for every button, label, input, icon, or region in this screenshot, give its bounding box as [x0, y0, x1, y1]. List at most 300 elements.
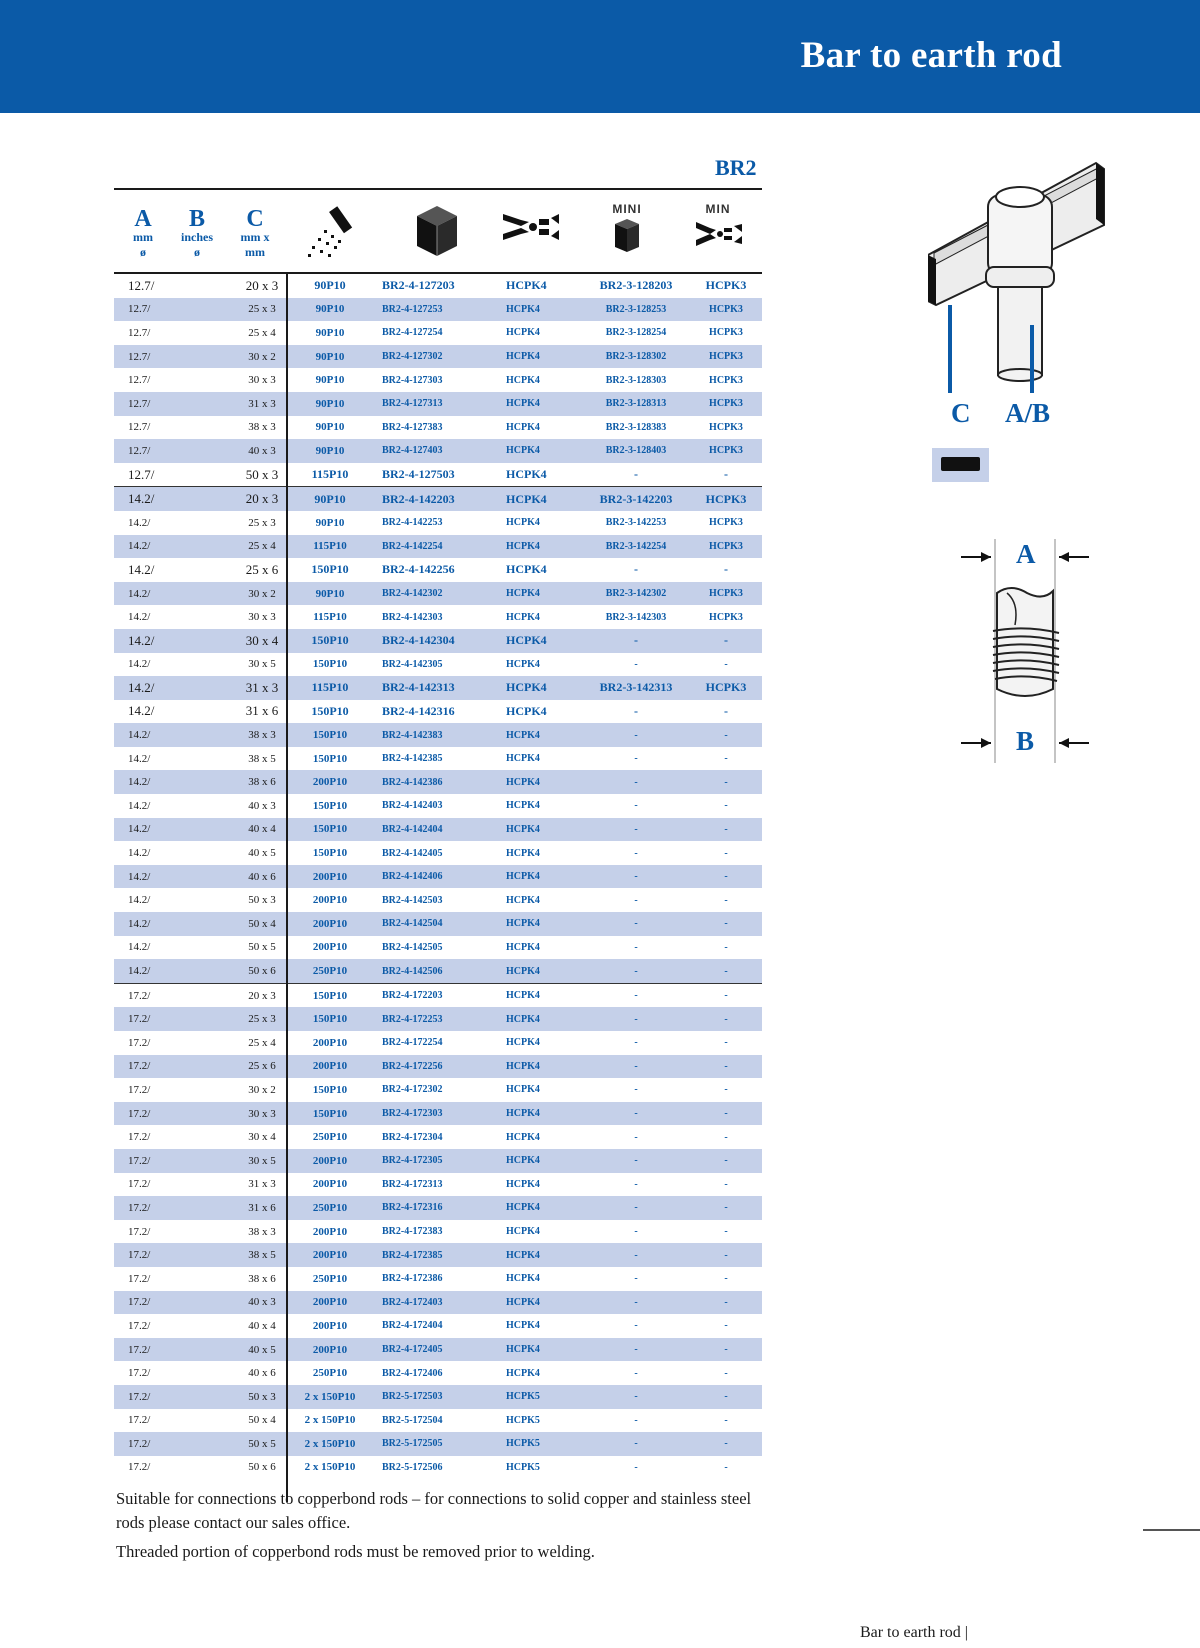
- mini-mould-cell: -: [634, 1084, 638, 1096]
- rod-diameter-cell: 17.2/: [128, 1083, 151, 1096]
- rod-diameter-cell: 14.2/: [114, 676, 238, 700]
- mini-mould-cell: -: [582, 1432, 690, 1456]
- handle-clamp-cell: HCPK4: [506, 611, 540, 623]
- bar-size-cell: 30 x 4: [238, 629, 286, 653]
- mould-cell: BR2-4-172254: [382, 1037, 443, 1049]
- mini-mould-cell: BR2-3-142313: [582, 676, 690, 700]
- mould-cell: BR2-4-172303: [374, 1102, 498, 1126]
- rod-diameter-cell: 17.2/: [128, 1036, 151, 1049]
- rod-diameter-cell: 14.2/: [128, 894, 151, 907]
- mini-handle-clamp-cell: -: [724, 703, 728, 718]
- mini-mould-cell: BR2-3-128253: [582, 298, 690, 322]
- mould-cell: BR2-4-172203: [374, 983, 498, 1007]
- bar-size-cell: 30 x 2: [238, 582, 286, 606]
- mould-cell: BR2-4-142405: [382, 847, 443, 859]
- mould-cell: BR2-4-172385: [374, 1243, 498, 1267]
- mini-mould-cell: -: [582, 1007, 690, 1031]
- table-row: [114, 487, 762, 511]
- column-b-symbol: ø: [194, 245, 200, 259]
- weld-metal-cell: 150P10: [286, 818, 374, 842]
- table-row: [114, 439, 762, 463]
- rod-diameter-cell: 14.2/: [128, 847, 151, 860]
- weld-metal-cell: 90P10: [286, 345, 374, 369]
- bar-size-cell: 31 x 6: [238, 1196, 286, 1220]
- rod-diameter-cell: 17.2/: [128, 1367, 151, 1380]
- handle-clamp-cell: HCPK4: [506, 1320, 540, 1332]
- bar-to-rod-diagram: [928, 155, 1128, 405]
- mini-handle-clamp-cell: HCPK3: [690, 535, 762, 559]
- rod-diameter-cell: 12.7/: [114, 345, 238, 369]
- rod-diameter-cell: 14.2/: [128, 703, 155, 719]
- mini-handle-clamp-cell: -: [724, 1037, 728, 1049]
- mini-mould-cell: -: [582, 1055, 690, 1079]
- mini-handle-clamp-cell: HCPK3: [690, 487, 762, 511]
- weld-metal-cell: 90P10: [286, 298, 374, 322]
- mould-cell: BR2-4-142404: [374, 818, 498, 842]
- handle-clamp-cell: HCPK4: [498, 1149, 582, 1173]
- handle-clamp-cell: HCPK4: [498, 439, 582, 463]
- bar-cross-section: [932, 448, 989, 482]
- bar-size-cell: 25 x 4: [238, 535, 286, 559]
- rod-diameter-cell: 14.2/: [128, 611, 151, 624]
- table-row: [114, 463, 762, 487]
- rod-diameter-cell: 12.7/: [114, 392, 238, 416]
- mould-cell: BR2-5-172503: [374, 1385, 498, 1409]
- table-row: [114, 1102, 762, 1126]
- mould-cell: BR2-4-172383: [382, 1226, 443, 1238]
- handle-clamp-cell: HCPK4: [506, 941, 540, 953]
- mini-mould-cell: -: [582, 959, 690, 983]
- weld-metal-cell: 90P10: [314, 278, 346, 293]
- table-row: [114, 321, 762, 345]
- mini-mould-cell: -: [634, 941, 638, 953]
- mini-handle-clamp-cell: -: [724, 1131, 728, 1143]
- mould-cell: BR2-4-172386: [382, 1273, 443, 1285]
- table-row: [114, 1078, 762, 1102]
- min-label: MIN: [705, 202, 731, 216]
- note-threaded: Threaded portion of copperbond rods must be removed prior to welding.: [116, 1542, 595, 1561]
- mini-handle-clamp-cell: -: [690, 1432, 762, 1456]
- mini-handle-clamp-cell: -: [690, 818, 762, 842]
- bar-size-cell: 40 x 3: [248, 799, 276, 812]
- mini-handle-clamp-cell: -: [724, 1320, 728, 1332]
- handle-clamp-cell: HCPK4: [506, 421, 540, 433]
- mini-mould-cell: -: [634, 562, 638, 577]
- mini-handle-clamp-cell: -: [724, 467, 728, 482]
- mini-mould-cell: BR2-3-142302: [582, 582, 690, 606]
- table-row: [114, 605, 762, 629]
- bar-size-cell: 40 x 4: [248, 1319, 276, 1332]
- mini-mould-cell: -: [634, 1320, 638, 1332]
- mini-mould-shape: [597, 216, 657, 256]
- table-row: [114, 1409, 762, 1433]
- weld-metal-cell: 150P10: [286, 629, 374, 653]
- mould-cell: BR2-4-142504: [374, 912, 498, 936]
- bar-size-cell: 40 x 3: [238, 1291, 286, 1315]
- bar-size-cell: 50 x 3: [238, 1385, 286, 1409]
- weld-metal-cell: 90P10: [315, 326, 345, 339]
- rod-diameter-cell: 17.2/: [128, 1131, 151, 1144]
- weld-metal-cell: 150P10: [311, 562, 349, 577]
- weld-metal-cell: 90P10: [315, 516, 345, 529]
- mould-cell: BR2-5-172506: [382, 1461, 443, 1473]
- mini-mould-cell: -: [634, 1367, 638, 1379]
- bar-size-cell: 50 x 5: [248, 941, 276, 954]
- weld-metal-cell: 200P10: [286, 1338, 374, 1362]
- mini-mould-cell: -: [582, 1385, 690, 1409]
- column-c-unit2: mm: [245, 245, 265, 259]
- bar-size-cell: 30 x 3: [248, 374, 276, 387]
- rod-diameter-cell: 17.2/: [114, 1243, 238, 1267]
- mini-handle-clamp-cell: -: [690, 912, 762, 936]
- mould-cell: BR2-4-127303: [382, 374, 443, 386]
- product-code: BR2: [715, 155, 757, 180]
- mini-handle-clamp-cell: -: [724, 658, 728, 670]
- weld-metal-cell: 250P10: [286, 1196, 374, 1220]
- weld-metal-cell: 115P10: [286, 676, 374, 700]
- mini-handle-clamp-cell: -: [690, 1338, 762, 1362]
- table-row: [114, 936, 762, 960]
- table-row: [114, 723, 762, 747]
- handle-clamp-cell: HCPK4: [498, 487, 582, 511]
- bar-size-cell: 40 x 5: [238, 1338, 286, 1362]
- bar-size-cell: 30 x 2: [248, 1083, 276, 1096]
- handle-clamp-cell: HCPK4: [506, 1367, 540, 1379]
- handle-clamp-cell: HCPK4: [498, 959, 582, 983]
- mini-handle-clamp-cell: -: [690, 629, 762, 653]
- handle-clamp-cell: HCPK4: [498, 723, 582, 747]
- bar-size-cell: 25 x 3: [248, 516, 276, 529]
- handle-clamp-cell: HCPK4: [506, 703, 547, 718]
- rod-diameter-cell: 17.2/: [114, 1055, 238, 1079]
- mould-cell: BR2-4-142254: [374, 535, 498, 559]
- table-row: [114, 1361, 762, 1385]
- weld-metal-cell: 200P10: [286, 912, 374, 936]
- rod-diameter-cell: 17.2/: [128, 1461, 151, 1474]
- bar-size-cell: 38 x 6: [248, 1272, 276, 1285]
- mini-mould-cell: BR2-3-128302: [582, 345, 690, 369]
- column-a-symbol: ø: [140, 245, 146, 259]
- weld-metal-cell: 2 x 150P10: [286, 1432, 374, 1456]
- weld-metal-cell: 115P10: [313, 611, 347, 624]
- label-c: C: [951, 398, 971, 428]
- rod-diameter-cell: 14.2/: [114, 535, 238, 559]
- handle-clamp-cell: HCPK4: [506, 1131, 540, 1143]
- mould-cell: BR2-4-142505: [382, 941, 443, 953]
- bar-size-cell: 50 x 3: [245, 466, 279, 482]
- mould-cell: BR2-4-142503: [382, 894, 443, 906]
- mini-mould-cell: -: [582, 865, 690, 889]
- mould-cell: BR2-4-127313: [374, 392, 498, 416]
- table-row: [114, 1432, 762, 1456]
- weld-metal-cell: 90P10: [286, 392, 374, 416]
- mould-cell: BR2-4-127253: [374, 298, 498, 322]
- footer-text: Bar to earth rod |: [859, 1624, 968, 1641]
- handle-clamp-cell: HCPK4: [506, 467, 547, 482]
- rod-diameter-cell: 17.2/: [114, 983, 238, 1007]
- handle-clamp-cell: HCPK4: [506, 1178, 540, 1190]
- mini-label: MINI: [612, 202, 642, 216]
- handle-clamp-cell: HCPK4: [498, 676, 582, 700]
- table-row: [114, 676, 762, 700]
- handle-clamp-cell: HCPK4: [498, 818, 582, 842]
- mini-handle-clamp-icon: [688, 202, 748, 261]
- bar-size-cell: 50 x 4: [248, 1414, 276, 1427]
- mini-handle-clamp-cell: HCPK3: [709, 517, 743, 529]
- bar-size-cell: 40 x 3: [238, 439, 286, 463]
- weld-metal-cell: 150P10: [312, 752, 348, 765]
- table-row: [114, 700, 762, 724]
- mould-cell: BR2-4-142302: [374, 582, 498, 606]
- rod-diameter-cell: 17.2/: [114, 1007, 238, 1031]
- table-row: [114, 888, 762, 912]
- table-row: [114, 841, 762, 865]
- mould-cell: BR2-4-127203: [382, 278, 455, 293]
- mould-cell: BR2-4-142304: [374, 629, 498, 653]
- mould-cell: BR2-4-142506: [374, 959, 498, 983]
- mini-handle-clamp-cell: -: [690, 770, 762, 794]
- mini-mould-cell: -: [634, 1461, 638, 1473]
- mini-handle-clamp-cell: HCPK3: [690, 439, 762, 463]
- mini-mould-cell: -: [634, 753, 638, 765]
- rod-diameter-cell: 14.2/: [128, 561, 155, 577]
- mini-handle-clamp-cell: HCPK3: [690, 676, 762, 700]
- mini-handle-clamp-cell: -: [724, 847, 728, 859]
- bar-size-cell: 50 x 6: [248, 1461, 276, 1474]
- rod-diameter-cell: 17.2/: [114, 1102, 238, 1126]
- handle-clamp-cell: HCPK4: [506, 562, 547, 577]
- table-row: [114, 1291, 762, 1315]
- weld-metal-cell: 200P10: [286, 865, 374, 889]
- weld-metal-cell: 200P10: [312, 941, 348, 954]
- mould-cell: BR2-4-142203: [374, 487, 498, 511]
- table-row: [114, 770, 762, 794]
- mould-cell: BR2-4-142253: [382, 517, 443, 529]
- mould-cell: BR2-4-127254: [382, 327, 443, 339]
- bar-size-cell: 25 x 4: [248, 326, 276, 339]
- weld-metal-cell: 90P10: [286, 582, 374, 606]
- mini-mould-cell: -: [634, 800, 638, 812]
- mini-mould-cell: -: [582, 1102, 690, 1126]
- weld-metal-cell: 200P10: [312, 1178, 348, 1191]
- mini-mould-cell: -: [582, 818, 690, 842]
- mini-mould-cell: -: [582, 1196, 690, 1220]
- column-a-unit: mm: [133, 230, 153, 244]
- bar-size-cell: 38 x 3: [248, 421, 276, 434]
- mini-mould-cell: BR2-3-142303: [605, 611, 667, 623]
- handle-clamp-icon: [499, 202, 563, 252]
- note-connections: Suitable for connections to copperbond rods – for connections to solid copper and stainless steel rods please contact our sales office.: [116, 1489, 752, 1532]
- table-row: [114, 1031, 762, 1055]
- column-b-letter: B: [188, 206, 205, 232]
- mould-cell: BR2-4-172305: [374, 1149, 498, 1173]
- mini-mould-cell: -: [634, 1178, 638, 1190]
- mini-mould-cell: -: [582, 1338, 690, 1362]
- table-row: [114, 345, 762, 369]
- mould-cell: BR2-4-172304: [382, 1131, 443, 1143]
- rod-diameter-cell: 14.2/: [114, 723, 238, 747]
- mini-handle-clamp-cell: -: [724, 1226, 728, 1238]
- rod-diameter-cell: 14.2/: [114, 912, 238, 936]
- handle-clamp-cell: HCPK5: [506, 1461, 540, 1473]
- mini-mould-cell: BR2-3-128303: [605, 374, 667, 386]
- mould-cell: BR2-4-142406: [374, 865, 498, 889]
- rod-diameter-cell: 14.2/: [128, 941, 151, 954]
- table-row: [114, 1338, 762, 1362]
- handle-clamp-cell: HCPK4: [498, 1055, 582, 1079]
- mould-cell: BR2-4-172404: [382, 1320, 443, 1332]
- handle-clamp-cell: HCPK4: [506, 517, 540, 529]
- column-c-header: [228, 208, 282, 260]
- handle-clamp-cell: HCPK4: [498, 1338, 582, 1362]
- product-table: [114, 188, 762, 1479]
- table-row: [114, 274, 762, 298]
- label-ab: A/B: [1005, 398, 1051, 428]
- mini-handle-clamp-cell: -: [724, 1084, 728, 1096]
- handle-clamp-cell: HCPK4: [498, 582, 582, 606]
- weld-metal-cell: 200P10: [312, 1036, 348, 1049]
- rod-diameter-cell: 14.2/: [128, 799, 151, 812]
- bar-size-cell: 30 x 3: [238, 1102, 286, 1126]
- mini-handle-clamp-cell: -: [690, 1055, 762, 1079]
- handle-clamp-cell: HCPK4: [506, 374, 540, 386]
- mini-handle-clamp-cell: HCPK3: [690, 392, 762, 416]
- bar-size-cell: 20 x 3: [245, 277, 279, 293]
- rod-diameter-cell: 14.2/: [114, 865, 238, 889]
- mini-mould-cell: -: [634, 658, 638, 670]
- handle-clamp-cell: HCPK4: [498, 770, 582, 794]
- mini-mould-cell: -: [582, 1149, 690, 1173]
- page-title: Bar to earth rod: [800, 35, 1062, 76]
- rod-diameter-cell: 17.2/: [114, 1196, 238, 1220]
- mini-mould-cell: -: [582, 629, 690, 653]
- table-row: [114, 747, 762, 771]
- column-b-header: [168, 208, 226, 260]
- weld-metal-cell: 90P10: [315, 421, 345, 434]
- handle-clamp-cell: HCPK4: [498, 345, 582, 369]
- handle-clamp-cell: HCPK4: [506, 1226, 540, 1238]
- bar-size-cell: 38 x 3: [238, 723, 286, 747]
- rod-diameter-cell: 14.2/: [128, 752, 151, 765]
- table-row: [114, 416, 762, 440]
- bar-size-cell: 30 x 4: [248, 1131, 276, 1144]
- bar-size-cell: 50 x 4: [238, 912, 286, 936]
- handle-clamp-cell: HCPK4: [498, 1102, 582, 1126]
- rod-diameter-cell: 17.2/: [128, 1225, 151, 1238]
- column-a-letter: A: [134, 206, 152, 232]
- rod-diameter-cell: 14.2/: [114, 629, 238, 653]
- table-row: [114, 983, 762, 1007]
- bar-size-cell: 50 x 5: [238, 1432, 286, 1456]
- column-c-letter: C: [246, 206, 264, 232]
- table-row: [114, 392, 762, 416]
- table-row: [114, 794, 762, 818]
- handle-clamp-cell: HCPK4: [498, 983, 582, 1007]
- table-row: [114, 1456, 762, 1480]
- mini-handle-clamp-cell: -: [690, 1196, 762, 1220]
- bar-size-cell: 31 x 3: [238, 676, 286, 700]
- rod-diameter-cell: 12.7/: [128, 466, 155, 482]
- bar-size-cell: 30 x 5: [248, 658, 276, 671]
- handle-clamp-cell: HCPK4: [498, 535, 582, 559]
- bar-size-cell: 25 x 3: [238, 1007, 286, 1031]
- rod-diameter-cell: 12.7/: [128, 277, 155, 293]
- table-row: [114, 629, 762, 653]
- mini-handle-clamp-cell: -: [690, 1385, 762, 1409]
- mini-handle-clamp-cell: -: [690, 1149, 762, 1173]
- table-row: [114, 818, 762, 842]
- column-b-unit: inches: [180, 230, 213, 244]
- mini-mould-cell: -: [582, 912, 690, 936]
- mini-handle-clamp-cell: -: [690, 1291, 762, 1315]
- weld-metal-cell: 150P10: [286, 983, 374, 1007]
- mini-mould-cell: BR2-3-128313: [582, 392, 690, 416]
- mini-handle-clamp-cell: -: [724, 1367, 728, 1379]
- bar-size-cell: 38 x 5: [248, 752, 276, 765]
- table-row: [114, 1125, 762, 1149]
- table-row: [114, 1385, 762, 1409]
- mini-handle-clamp-cell: HCPK3: [709, 421, 743, 433]
- weld-metal-cell: 2 x 150P10: [286, 1385, 374, 1409]
- mini-handle-clamp-cell: -: [690, 1007, 762, 1031]
- column-c-unit: mm x: [240, 230, 270, 244]
- bar-size-cell: 25 x 4: [248, 1036, 276, 1049]
- weld-metal-cell: 90P10: [315, 374, 345, 387]
- table-row: [114, 1149, 762, 1173]
- mini-mould-cell: BR2-3-128383: [605, 421, 667, 433]
- mini-mould-cell: -: [634, 1414, 638, 1426]
- label-b: B: [1016, 726, 1035, 756]
- weld-metal-cell: 200P10: [312, 1319, 348, 1332]
- rod-diameter-cell: 17.2/: [128, 1178, 151, 1191]
- mini-handle-clamp-cell: HCPK3: [709, 327, 743, 339]
- handle-clamp-cell: HCPK5: [498, 1385, 582, 1409]
- bar-size-cell: 30 x 5: [238, 1149, 286, 1173]
- mini-mould-cell: -: [634, 1037, 638, 1049]
- handle-clamp-cell: HCPK4: [498, 1243, 582, 1267]
- handle-clamp-cell: HCPK4: [498, 392, 582, 416]
- header-banner: [0, 0, 1200, 113]
- table-row: [114, 1243, 762, 1267]
- mini-handle-clamp-cell: HCPK3: [690, 298, 762, 322]
- mould-cell: BR2-4-172253: [374, 1007, 498, 1031]
- table-row: [114, 1220, 762, 1244]
- weld-metal-cell: 250P10: [312, 1131, 348, 1144]
- bar-size-cell: 50 x 6: [238, 959, 286, 983]
- table-row: [114, 535, 762, 559]
- mini-handle-clamp-cell: -: [724, 1273, 728, 1285]
- mini-mould-cell: -: [634, 1131, 638, 1143]
- mould-cell: BR2-4-142386: [374, 770, 498, 794]
- mini-mould-cell: -: [582, 723, 690, 747]
- mould-cell: BR2-4-142313: [374, 676, 498, 700]
- mini-handle-clamp-cell: -: [724, 753, 728, 765]
- mould-cell: BR2-4-142316: [382, 703, 455, 718]
- mini-mould-cell: -: [634, 1226, 638, 1238]
- table-row: [114, 865, 762, 889]
- handle-clamp-cell: HCPK4: [506, 1273, 540, 1285]
- mini-handle-clamp-cell: -: [690, 983, 762, 1007]
- mini-handle-clamp-cell: HCPK3: [690, 345, 762, 369]
- bar-size-cell: 50 x 3: [248, 894, 276, 907]
- mould-cell: BR2-4-142403: [382, 800, 443, 812]
- mould-cell: BR2-4-172256: [374, 1055, 498, 1079]
- weld-metal-cell: 115P10: [311, 467, 349, 482]
- mini-handle-clamp-cell: -: [690, 723, 762, 747]
- mini-handle-clamp-cell: HCPK3: [690, 582, 762, 606]
- mini-mould-cell: BR2-3-128403: [582, 439, 690, 463]
- weld-metal-cell: 250P10: [312, 1272, 348, 1285]
